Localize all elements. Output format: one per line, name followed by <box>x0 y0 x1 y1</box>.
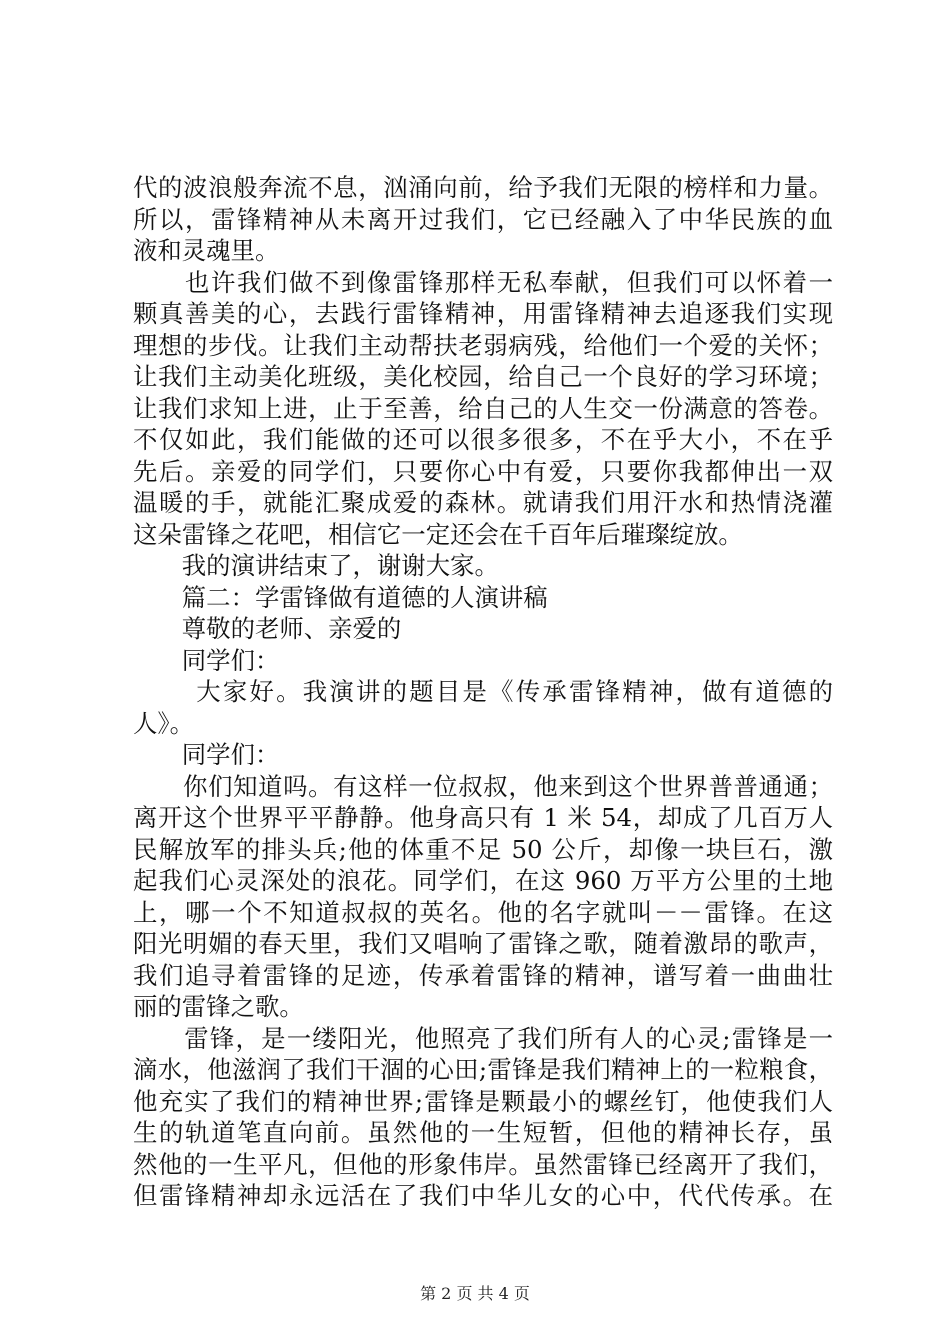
text-line: 让我们求知上进，止于至善，给自己的人生交一份满意的答卷。 <box>133 393 833 423</box>
text-line: 他充实了我们的精神世界;雷锋是颗最小的螺丝钉，他使我们人 <box>133 1086 833 1116</box>
text-line: 颗真善美的心，去践行雷锋精神，用雷锋精神去追逐我们实现 <box>133 299 833 328</box>
text-line: 阳光明媚的春天里，我们又唱响了雷锋之歌，随着激昂的歌声， <box>133 929 833 958</box>
text-line: 也许我们做不到像雷锋那样无私奉献，但我们可以怀着一 <box>133 267 833 297</box>
text-line: 理想的步伐。让我们主动帮扶老弱病残，给他们一个爱的关怀； <box>133 330 833 360</box>
text-line: 然他的一生平凡，但他的形象伟岸。虽然雷锋已经离开了我们， <box>133 1149 833 1179</box>
text-line: 我的演讲结束了，谢谢大家。 <box>133 551 499 580</box>
text-line: 尊敬的老师、亲爱的 <box>133 614 402 643</box>
text-line: 代的波浪般奔流不息，汹涌向前，给予我们无限的榜样和力量。 <box>133 173 833 202</box>
text-line: 液和灵魂里。 <box>133 236 280 265</box>
text-line: 大家好。我演讲的题目是《传承雷锋精神，做有道德的 <box>133 677 833 706</box>
document-body <box>133 172 833 1212</box>
text-line: 生的轨道笔直向前。虽然他的一生短暂，但他的精神长存，虽 <box>133 1118 833 1147</box>
text-line: 人》。 <box>133 708 194 738</box>
page-footer: 第 2 页 共 4 页 <box>420 1284 530 1303</box>
section-heading: 篇二：学雷锋做有道德的人演讲稿 <box>133 582 548 612</box>
text-line: 雷锋，是一缕阳光，他照亮了我们所有人的心灵;雷锋是一 <box>133 1023 833 1053</box>
text-line: 不仅如此，我们能做的还可以很多很多，不在乎大小，不在乎 <box>133 425 833 454</box>
text-line: 这朵雷锋之花吧，相信它一定还会在千百年后璀璨绽放。 <box>133 519 743 549</box>
text-line: 同学们： <box>133 740 280 769</box>
text-line: 但雷锋精神却永远活在了我们中华儿女的心中，代代传承。在 <box>133 1181 833 1210</box>
text-line: 民解放军的排头兵;他的体重不足 50 公斤，却像一块巨石，激 <box>133 834 833 864</box>
text-line: 起我们心灵深处的浪花。同学们，在这 960 万平方公里的土地 <box>133 866 833 895</box>
text-line: 你们知道吗。有这样一位叔叔，他来到这个世界普普通通； <box>133 771 833 801</box>
text-line: 先后。亲爱的同学们，只要你心中有爱，只要你我都伸出一双 <box>133 456 833 486</box>
text-line: 离开这个世界平平静静。他身高只有 1 米 54，却成了几百万人 <box>133 803 833 832</box>
text-line: 同学们： <box>133 645 280 675</box>
text-line: 所以，雷锋精神从未离开过我们，它已经融入了中华民族的血 <box>133 204 833 234</box>
text-line: 我们追寻着雷锋的足迹，传承着雷锋的精神，谱写着一曲曲壮 <box>133 960 833 990</box>
text-line: 滴水，他滋润了我们干涸的心田;雷锋是我们精神上的一粒粮食， <box>133 1055 833 1084</box>
text-line: 丽的雷锋之歌。 <box>133 992 304 1021</box>
text-line: 温暖的手，就能汇聚成爱的森林。就请我们用汗水和热情浇灌 <box>133 488 833 517</box>
text-line: 让我们主动美化班级，美化校园，给自己一个良好的学习环境； <box>133 362 833 391</box>
text-line: 上，哪一个不知道叔叔的英名。他的名字就叫－－雷锋。在这 <box>133 897 833 927</box>
